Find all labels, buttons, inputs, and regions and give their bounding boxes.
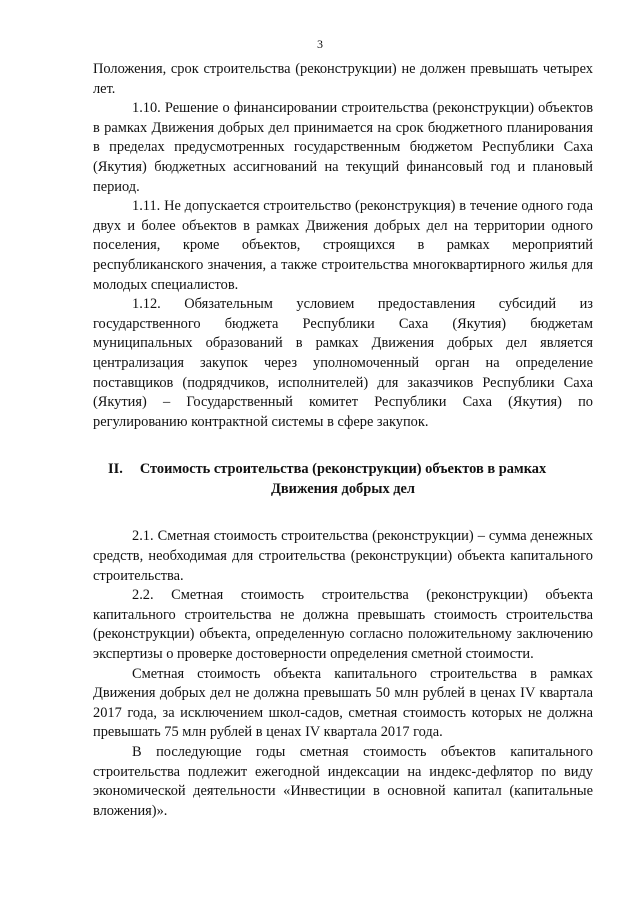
document-body bbox=[93, 60, 593, 821]
page-number: 3 bbox=[317, 37, 323, 51]
paragraph-2-2: 2.2. Сметная стоимость строительства (реконструкции) объекта капитального строительства не должна превышать стоимость строительства (реконструкции) объекта, определенную согласно положительному заключению экспертизы о проверке достоверности определения сметной стоимости. bbox=[93, 587, 593, 663]
paragraph-1-10: 1.10. Решение о финансировании строительства (реконструкции) объектов в рамках Движения добрых дел принимается на срок бюджетного планирования в пределах предусмотренных государственным бюджетом Республики Саха (Якутия) бюджетных ассигнований на текущий финансовый год и плановый период. bbox=[93, 100, 593, 195]
paragraph-1-11: 1.11. Не допускается строительство (реконструкция) в течение одного года двух и более объектов в рамках Движения добрых дел на территории одного поселения, кроме объектов, строящихся в рамках мероприятий республиканского значения, а также строительства многоквартирного жилья для молодых специалистов. bbox=[93, 198, 593, 293]
section-heading bbox=[93, 460, 593, 499]
paragraph-cost-limit: Сметная стоимость объекта капитального строительства в рамках Движения добрых дел не должна превышать 50 млн рублей в ценах IV квартала 2017 года, за исключением школ-садов, сметная стоимость которых не должна превышать 75 млн рублей в ценах IV квартала 2017 года. bbox=[93, 665, 593, 741]
paragraph-indexation: В последующие годы сметная стоимость объектов капитального строительства подлежит ежегодной индексации на индекс-дефлятор по виду экономической деятельности «Инвестиции в основной капитал (капитальные вложения)». bbox=[93, 744, 593, 819]
paragraph-1-12: 1.12. Обязательным условием предоставления субсидий из государственного бюджета Республики Саха (Якутия) бюджетам муниципальных образований в рамках Движения добрых дел является централизация закупок через уполномоченный орган на определение поставщиков (подрядчиков, исполнителей) для заказчиков Республики Саха (Якутия) – Государственный комитет Республики Саха (Якутия) по регулированию контрактной системы в сфере закупок. bbox=[93, 296, 593, 430]
paragraph-2-1: 2.1. Сметная стоимость строительства (реконструкции) – сумма денежных средств, необходимая для строительства (реконструкции) объекта капитального строительства. bbox=[93, 528, 593, 584]
section-title: Стоимость строительства (реконструкции) объектов в рамках Движения добрых дел bbox=[139, 461, 547, 497]
paragraph-continuation: Положения, срок строительства (реконструкции) не должен превышать четырех лет. bbox=[93, 61, 593, 97]
section-number: II. bbox=[108, 461, 123, 478]
